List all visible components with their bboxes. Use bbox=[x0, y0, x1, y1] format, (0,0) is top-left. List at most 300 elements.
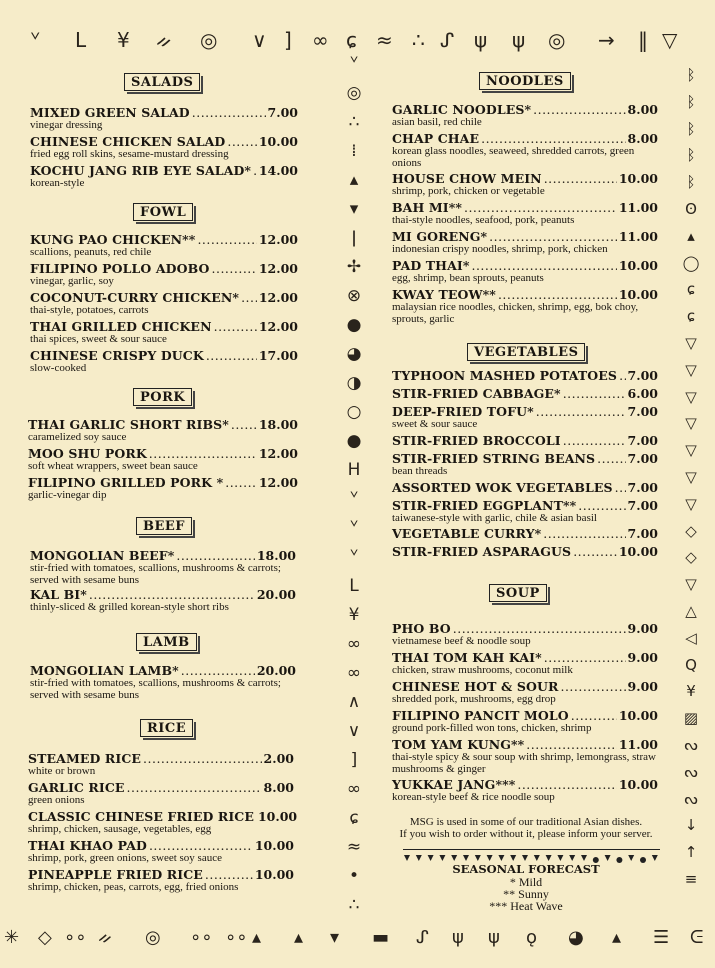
decor-glyph-icon: ◇ bbox=[685, 548, 697, 567]
menu-item-price: 20.00 bbox=[256, 587, 296, 602]
lamb-heading: LAMB bbox=[136, 633, 197, 651]
menu-item-price: 8.00 bbox=[627, 131, 658, 146]
dot-leader bbox=[543, 527, 625, 541]
menu-item-line bbox=[28, 809, 298, 824]
decor-glyph-icon: ∴ bbox=[348, 895, 360, 915]
decor-glyph-icon: H bbox=[347, 460, 361, 480]
dot-leader bbox=[453, 622, 626, 636]
menu-item-name: ASSORTED WOK VEGETABLES bbox=[392, 480, 613, 495]
dot-leader bbox=[563, 434, 626, 448]
decor-glyph-icon: ᔑ bbox=[416, 927, 429, 948]
menu-item-line bbox=[392, 680, 658, 694]
divider-mark bbox=[487, 855, 493, 861]
menu-item-price: 12.00 bbox=[258, 475, 298, 490]
decor-glyph-icon: ▴ bbox=[687, 226, 695, 245]
menu-item-description: shrimp, chicken, sausage, vegetables, egg bbox=[28, 823, 212, 835]
menu-item bbox=[28, 839, 294, 865]
decor-glyph-icon: ▽ bbox=[685, 387, 697, 406]
menu-item-description: shrimp, pork, green onions, sweet soy sauce bbox=[28, 852, 222, 864]
menu-item-name: FILIPINO PANCIT MOLO bbox=[392, 708, 569, 723]
menu-item-line bbox=[392, 709, 658, 723]
menu-item-name: STIR-FRIED CABBAGE* bbox=[392, 386, 561, 401]
menu-item bbox=[392, 387, 658, 401]
divider-mark bbox=[546, 855, 552, 861]
decor-glyph-icon: ψ bbox=[488, 927, 500, 948]
menu-item-description: egg, shrimp, bean sprouts, peanuts bbox=[392, 272, 544, 284]
menu-item-description: thai-style, potatoes, carrots bbox=[30, 304, 149, 316]
menu-item bbox=[392, 622, 658, 648]
menu-item-description: soft wheat wrappers, sweet bean sauce bbox=[28, 460, 198, 472]
menu-item-line bbox=[30, 164, 298, 178]
decor-glyph-icon: → bbox=[598, 28, 615, 52]
dot-leader bbox=[533, 103, 625, 117]
salads-heading: SALADS bbox=[124, 73, 200, 91]
dot-leader bbox=[464, 201, 617, 215]
menu-item-price: 7.00 bbox=[627, 404, 658, 419]
dot-leader bbox=[149, 447, 257, 461]
menu-item bbox=[392, 738, 658, 775]
menu-item-description: garlic-vinegar dip bbox=[28, 489, 107, 501]
menu-item-name: THAI GRILLED CHICKEN bbox=[30, 319, 212, 334]
decor-glyph-icon: ▽ bbox=[662, 28, 678, 52]
menu-item-line bbox=[392, 452, 658, 466]
menu-item-price: 14.00 bbox=[258, 163, 298, 178]
menu-item-name: TOM YAM KUNG** bbox=[392, 737, 525, 752]
menu-item-line bbox=[28, 476, 298, 490]
menu-item-name: DEEP-FRIED TOFU* bbox=[392, 404, 534, 419]
decor-glyph-icon: ☰ bbox=[653, 927, 670, 948]
menu-item bbox=[392, 369, 658, 383]
menu-item-price: 10.00 bbox=[257, 809, 298, 824]
menu-item-price: 9.00 bbox=[627, 679, 658, 694]
menu-item bbox=[28, 781, 294, 807]
dot-leader bbox=[205, 868, 253, 882]
menu-item-name: KOCHU JANG RIB EYE SALAD* bbox=[30, 163, 252, 178]
menu-item-name: STEAMED RICE bbox=[28, 751, 142, 766]
decor-glyph-icon: ∞ bbox=[346, 634, 362, 654]
decor-glyph-icon: ▽ bbox=[685, 414, 697, 433]
menu-item bbox=[392, 709, 658, 735]
dot-leader bbox=[544, 651, 626, 665]
menu-item-description: chicken, straw mushrooms, coconut milk bbox=[392, 664, 573, 676]
decor-glyph-icon: ≡ bbox=[684, 870, 698, 888]
menu-item-price: 10.00 bbox=[618, 258, 658, 273]
menu-item-price: 12.00 bbox=[258, 232, 298, 247]
decor-glyph-icon: ᛒ bbox=[686, 146, 696, 165]
divider-mark bbox=[652, 855, 658, 861]
menu-item-price: 7.00 bbox=[627, 498, 658, 513]
menu-item-line bbox=[392, 288, 658, 302]
menu-item-line bbox=[392, 545, 658, 559]
menu-item-price: 7.00 bbox=[627, 480, 658, 495]
menu-item-price: 8.00 bbox=[263, 780, 294, 795]
menu-item-line bbox=[30, 664, 296, 678]
divider-mark bbox=[451, 855, 457, 861]
menu-item-name: BAH MI** bbox=[392, 200, 462, 215]
menu-item-name: STIR-FRIED STRING BEANS bbox=[392, 451, 596, 466]
menu-item-name: GARLIC NOODLES* bbox=[392, 102, 532, 117]
menu-item bbox=[392, 778, 658, 804]
decor-glyph-icon: ᛒ bbox=[686, 92, 696, 111]
menu-item-price: 10.00 bbox=[618, 171, 658, 186]
dot-leader bbox=[253, 164, 257, 178]
menu-item-price: 12.00 bbox=[258, 290, 298, 305]
menu-item-price: 9.00 bbox=[627, 621, 658, 636]
divider-mark bbox=[428, 855, 434, 861]
decor-glyph-icon: △ bbox=[685, 602, 697, 620]
menu-item-line bbox=[28, 752, 294, 766]
decor-glyph-icon: ɕ bbox=[686, 280, 696, 299]
menu-item bbox=[30, 262, 298, 288]
menu-item-line bbox=[28, 781, 294, 795]
menu-item-price: 17.00 bbox=[258, 348, 298, 363]
menu-item-description: thinly-sliced & grilled korean-style short ribs bbox=[30, 601, 229, 613]
menu-item-description: sweet & sour sauce bbox=[392, 418, 478, 430]
decor-glyph-icon: ᛒ bbox=[686, 66, 696, 84]
decor-glyph-icon: ‖ bbox=[638, 28, 648, 52]
menu-item-description: vietnamese beef & noodle soup bbox=[392, 635, 531, 647]
dot-leader bbox=[536, 405, 626, 419]
dot-leader bbox=[192, 106, 266, 120]
dot-leader bbox=[481, 132, 625, 146]
dot-leader bbox=[471, 259, 616, 273]
menu-item bbox=[30, 233, 298, 259]
decor-glyph-icon: ᘁ bbox=[349, 547, 359, 567]
decor-glyph-icon: ᘁ bbox=[30, 28, 41, 52]
decor-glyph-icon: ◎ bbox=[200, 28, 218, 52]
dot-leader bbox=[573, 545, 617, 559]
menu-item-description: fried egg roll skins, sesame-mustard dressing bbox=[30, 148, 229, 160]
menu-item-price: 2.00 bbox=[263, 751, 294, 766]
decor-glyph-icon: ◇ bbox=[38, 927, 52, 948]
menu-item bbox=[392, 651, 658, 677]
menu-item-price: 10.00 bbox=[254, 867, 294, 882]
menu-item bbox=[392, 132, 658, 169]
dot-leader bbox=[597, 452, 625, 466]
decor-glyph-icon: ψ bbox=[512, 28, 526, 52]
dot-leader bbox=[214, 320, 257, 334]
menu-item bbox=[392, 201, 658, 227]
menu-item bbox=[392, 405, 658, 431]
menu-item-line bbox=[30, 320, 298, 334]
menu-item-name: THAI KHAO PAD bbox=[28, 838, 147, 853]
menu-item bbox=[28, 418, 298, 444]
decor-glyph-icon: ᛒ bbox=[686, 173, 696, 192]
decor-glyph-icon: ◕ bbox=[568, 927, 584, 948]
menu-item-line bbox=[30, 549, 296, 563]
decor-glyph-icon: ∞ bbox=[312, 28, 329, 52]
menu-item-name: MI GORENG* bbox=[392, 229, 488, 244]
menu-item bbox=[30, 588, 296, 614]
menu-item-name: MIXED GREEN SALAD bbox=[30, 105, 190, 120]
forecast-heat-wave: *** Heat Wave bbox=[489, 899, 563, 913]
dot-leader bbox=[149, 839, 253, 853]
menu-item-name: KUNG PAO CHICKEN** bbox=[30, 232, 196, 247]
decor-glyph-icon: ● bbox=[346, 315, 362, 335]
decor-glyph-icon: • bbox=[348, 866, 360, 886]
decor-glyph-icon: ▴ bbox=[349, 170, 359, 190]
dot-leader bbox=[176, 549, 254, 563]
decor-glyph-icon: ᔓ bbox=[684, 789, 698, 808]
menu-item-description: korean glass noodles, seaweed, shredded carrots, green onions bbox=[392, 145, 635, 169]
menu-item-line bbox=[392, 499, 658, 513]
decor-glyph-icon: ∞ bbox=[346, 779, 362, 799]
menu-item-description: green onions bbox=[28, 794, 85, 806]
decor-glyph-icon: ◕ bbox=[346, 344, 362, 364]
menu-item bbox=[30, 135, 298, 161]
rice-heading: RICE bbox=[140, 719, 193, 737]
menu-item-description: white or brown bbox=[28, 765, 96, 777]
menu-item-name: PHO BO bbox=[392, 621, 451, 636]
decor-glyph-icon: ✢ bbox=[346, 257, 362, 277]
divider-mark bbox=[522, 855, 528, 861]
dot-leader bbox=[231, 418, 257, 432]
menu-item bbox=[28, 752, 294, 778]
menu-item-line bbox=[392, 259, 658, 273]
decor-glyph-icon: ▽ bbox=[685, 575, 697, 594]
menu-item-line bbox=[392, 172, 658, 186]
decor-glyph-icon: ψ bbox=[452, 927, 464, 948]
menu-item-price: 11.00 bbox=[618, 229, 658, 244]
menu-item bbox=[30, 106, 298, 132]
decor-glyph-icon: ᔓ bbox=[684, 736, 698, 754]
decor-glyph-icon: ▾ bbox=[330, 927, 340, 948]
decor-glyph-icon: ● bbox=[346, 431, 362, 451]
dot-leader bbox=[227, 135, 257, 149]
menu-item-name: THAI GARLIC SHORT RIBS* bbox=[28, 417, 229, 432]
menu-item-price: 7.00 bbox=[627, 433, 658, 448]
menu-item-description: thai-style noodles, seafood, pork, peanuts bbox=[392, 214, 575, 226]
fowl-heading: FOWL bbox=[133, 203, 193, 221]
menu-item bbox=[30, 320, 298, 346]
decor-glyph-icon: Q bbox=[685, 655, 697, 674]
divider-mark bbox=[498, 855, 504, 861]
menu-item-name: CHINESE CRISPY DUCK bbox=[30, 348, 204, 363]
menu-item-description: vinegar dressing bbox=[30, 119, 103, 131]
menu-item-description: vinegar, garlic, soy bbox=[30, 275, 114, 287]
menu-item-price: 11.00 bbox=[618, 200, 658, 215]
decor-glyph-icon: ∘∘ bbox=[64, 927, 87, 948]
noodles-heading: NOODLES bbox=[479, 72, 571, 90]
dot-leader bbox=[526, 738, 617, 752]
decor-glyph-icon: ǀ bbox=[351, 228, 357, 248]
dot-leader bbox=[615, 481, 626, 495]
menu-item-line bbox=[392, 405, 658, 419]
dot-leader bbox=[619, 369, 625, 383]
menu-item-description: slow-cooked bbox=[30, 362, 87, 374]
decor-glyph-icon: ↑ bbox=[684, 843, 698, 862]
dot-leader bbox=[498, 288, 617, 302]
menu-item-line bbox=[30, 106, 298, 120]
menu-item-line bbox=[392, 651, 658, 665]
menu-item-name: FILIPINO GRILLED PORK * bbox=[28, 475, 224, 490]
divider-mark bbox=[534, 855, 540, 861]
decor-glyph-icon: ᛒ bbox=[686, 119, 696, 138]
decor-glyph-icon: ∨ bbox=[347, 721, 361, 741]
menu-item-line bbox=[392, 387, 658, 401]
decor-glyph-icon: ʘ bbox=[685, 200, 697, 218]
divider-mark bbox=[557, 855, 563, 861]
menu-item-name: CHINESE CHICKEN SALAD bbox=[30, 134, 226, 149]
menu-item-line bbox=[392, 527, 658, 541]
menu-item bbox=[30, 164, 298, 190]
divider-mark bbox=[439, 855, 445, 861]
dot-leader bbox=[563, 387, 626, 401]
decor-glyph-icon: ✳ bbox=[4, 927, 20, 948]
decor-glyph-icon: ◎ bbox=[548, 28, 566, 52]
menu-item-line bbox=[30, 291, 298, 305]
menu-item bbox=[392, 288, 658, 325]
decor-glyph-icon: ∧ bbox=[347, 692, 361, 712]
menu-item-price: 10.00 bbox=[618, 287, 658, 302]
decor-glyph-icon: ɕ bbox=[349, 808, 359, 828]
menu-item-price: 7.00 bbox=[267, 105, 298, 120]
menu-item-line bbox=[392, 622, 658, 636]
menu-item-name: PINEAPPLE FRIED RICE bbox=[28, 867, 203, 882]
menu-item-description: korean-style bbox=[30, 177, 85, 189]
menu-item bbox=[30, 291, 298, 317]
decor-glyph-icon: ɕ bbox=[346, 28, 357, 52]
menu-item-description: thai spices, sweet & sour sauce bbox=[30, 333, 167, 345]
decor-glyph-icon: ▽ bbox=[685, 441, 697, 460]
menu-item-name: KAL BI* bbox=[30, 587, 87, 602]
menu-item-line bbox=[28, 447, 298, 461]
dot-leader bbox=[560, 680, 625, 694]
pork-heading: PORK bbox=[133, 388, 192, 406]
menu-item bbox=[392, 434, 658, 448]
decor-glyph-icon: ɕ bbox=[686, 307, 696, 326]
forecast-title: SEASONAL FORECAST bbox=[452, 862, 600, 876]
menu-item-name: HOUSE CHOW MEIN bbox=[392, 171, 542, 186]
menu-item-name: YUKKAE JANG*** bbox=[392, 777, 516, 792]
decor-glyph-icon: ∘∘ bbox=[225, 927, 248, 948]
decor-glyph-icon: ∘∘ bbox=[190, 927, 213, 948]
menu-item bbox=[30, 664, 296, 701]
dot-leader bbox=[517, 778, 616, 792]
menu-item bbox=[28, 447, 298, 473]
dot-leader bbox=[197, 233, 256, 247]
menu-item-price: 18.00 bbox=[258, 417, 298, 432]
decor-glyph-icon: ᘁ bbox=[349, 518, 359, 538]
menu-item-description: ground pork-filled won tons, chicken, shrimp bbox=[392, 722, 592, 734]
menu-item bbox=[392, 452, 658, 478]
divider-mark bbox=[463, 855, 469, 861]
divider-mark bbox=[475, 855, 481, 861]
decor-glyph-icon: ᔓ bbox=[684, 762, 698, 781]
menu-item-line bbox=[30, 262, 298, 276]
decor-glyph-icon: ▴ bbox=[252, 927, 262, 948]
menu-item-price: 10.00 bbox=[258, 134, 298, 149]
menu-item-line bbox=[30, 588, 296, 602]
decor-glyph-icon: ] bbox=[350, 750, 358, 770]
menu-item-price: 20.00 bbox=[256, 663, 296, 678]
menu-item-description: scallions, peanuts, red chile bbox=[30, 246, 152, 258]
decor-glyph-icon: ψ bbox=[474, 28, 488, 52]
msg-note-line2: If you wish to order without it, please inform your server. bbox=[399, 828, 653, 840]
decor-glyph-icon: ᕮ bbox=[690, 927, 704, 948]
dot-leader bbox=[206, 349, 257, 363]
decor-glyph-icon: ≈ bbox=[376, 28, 393, 52]
decor-glyph-icon: ◇ bbox=[685, 521, 697, 540]
decor-glyph-icon: L bbox=[75, 28, 87, 52]
decor-glyph-icon: ǫ bbox=[526, 927, 538, 948]
menu-item bbox=[392, 481, 658, 495]
menu-item-name: CLASSIC CHINESE FRIED RICE bbox=[28, 809, 254, 824]
decor-glyph-icon: ∨ bbox=[252, 28, 267, 52]
menu-item-name: CHINESE HOT & SOUR bbox=[392, 679, 559, 694]
decor-glyph-icon: ¥ bbox=[348, 605, 360, 625]
dot-leader bbox=[544, 172, 617, 186]
decor-glyph-icon: ᨀ bbox=[98, 927, 113, 948]
menu-item-price: 10.00 bbox=[618, 544, 658, 559]
menu-item-line bbox=[392, 103, 658, 117]
decor-glyph-icon: ◯ bbox=[682, 253, 700, 272]
divider-mark bbox=[510, 855, 516, 861]
dot-leader bbox=[225, 476, 257, 490]
menu-item-name: THAI TOM KAH KAI* bbox=[392, 650, 542, 665]
menu-item-price: 12.00 bbox=[258, 446, 298, 461]
menu-item-line bbox=[392, 481, 658, 495]
menu-item-description: taiwanese-style with garlic, chile & asian basil bbox=[392, 512, 597, 524]
menu-item-price: 6.00 bbox=[627, 386, 658, 401]
menu-item-price: 18.00 bbox=[256, 548, 296, 563]
divider-mark bbox=[569, 855, 575, 861]
menu-item-line bbox=[392, 778, 658, 792]
menu-item bbox=[392, 499, 658, 525]
decor-glyph-icon: ▬ bbox=[372, 927, 390, 948]
divider-mark bbox=[581, 855, 587, 861]
soup-heading: SOUP bbox=[489, 584, 547, 602]
decor-glyph-icon: ▽ bbox=[685, 360, 697, 379]
menu-item-line bbox=[392, 369, 658, 383]
divider-mark bbox=[605, 855, 611, 861]
menu-item-name: STIR-FRIED EGGPLANT** bbox=[392, 498, 577, 513]
menu-item-line bbox=[392, 201, 658, 215]
menu-item-description: shrimp, pork, chicken or vegetable bbox=[392, 185, 545, 197]
menu-item-name: MONGOLIAN BEEF* bbox=[30, 548, 175, 563]
decor-glyph-icon: ◎ bbox=[346, 83, 362, 103]
forecast-sunny: ** Sunny bbox=[503, 887, 549, 901]
menu-item-line bbox=[392, 132, 658, 146]
menu-item-price: 7.00 bbox=[627, 526, 658, 541]
menu-item bbox=[28, 476, 298, 502]
beef-heading: BEEF bbox=[136, 517, 192, 535]
decor-glyph-icon: L bbox=[349, 576, 359, 596]
forecast-mild: * Mild bbox=[509, 875, 543, 889]
menu-item-name: MOO SHU PORK bbox=[28, 446, 147, 461]
decor-glyph-icon: ¥ bbox=[686, 682, 696, 701]
menu-item-description: malaysian rice noodles, chicken, shrimp, egg, bok choy, sprouts, garlic bbox=[392, 301, 639, 325]
vegetables-heading: VEGETABLES bbox=[467, 343, 585, 361]
decor-glyph-icon: ⊗ bbox=[346, 286, 362, 306]
menu-item-description: stir-fried with tomatoes, scallions, mushrooms & carrots; served with sesame buns bbox=[30, 562, 281, 586]
menu-item-name: STIR-FRIED ASPARAGUS bbox=[392, 544, 572, 559]
menu-item bbox=[392, 103, 658, 129]
dot-leader bbox=[578, 499, 625, 513]
decor-glyph-icon: ᘁ bbox=[349, 489, 359, 509]
menu-item-description: indonesian crispy noodles, shrimp, pork, chicken bbox=[392, 243, 608, 255]
menu-item-description: bean threads bbox=[392, 465, 448, 477]
menu-item-description: thai-style spicy & sour soup with shrimp, lemongrass, straw mushrooms & ginger bbox=[392, 751, 656, 775]
dot-leader bbox=[89, 588, 255, 602]
decor-glyph-icon: ▴ bbox=[294, 927, 304, 948]
triangle-divider bbox=[403, 849, 660, 858]
decor-glyph-icon: ∞ bbox=[346, 663, 362, 683]
decor-glyph-icon: ] bbox=[284, 28, 292, 52]
menu-item-name: TYPHOON MASHED POTATOES bbox=[392, 368, 618, 383]
menu-item-price: 12.00 bbox=[258, 261, 298, 276]
divider-mark bbox=[416, 855, 422, 861]
